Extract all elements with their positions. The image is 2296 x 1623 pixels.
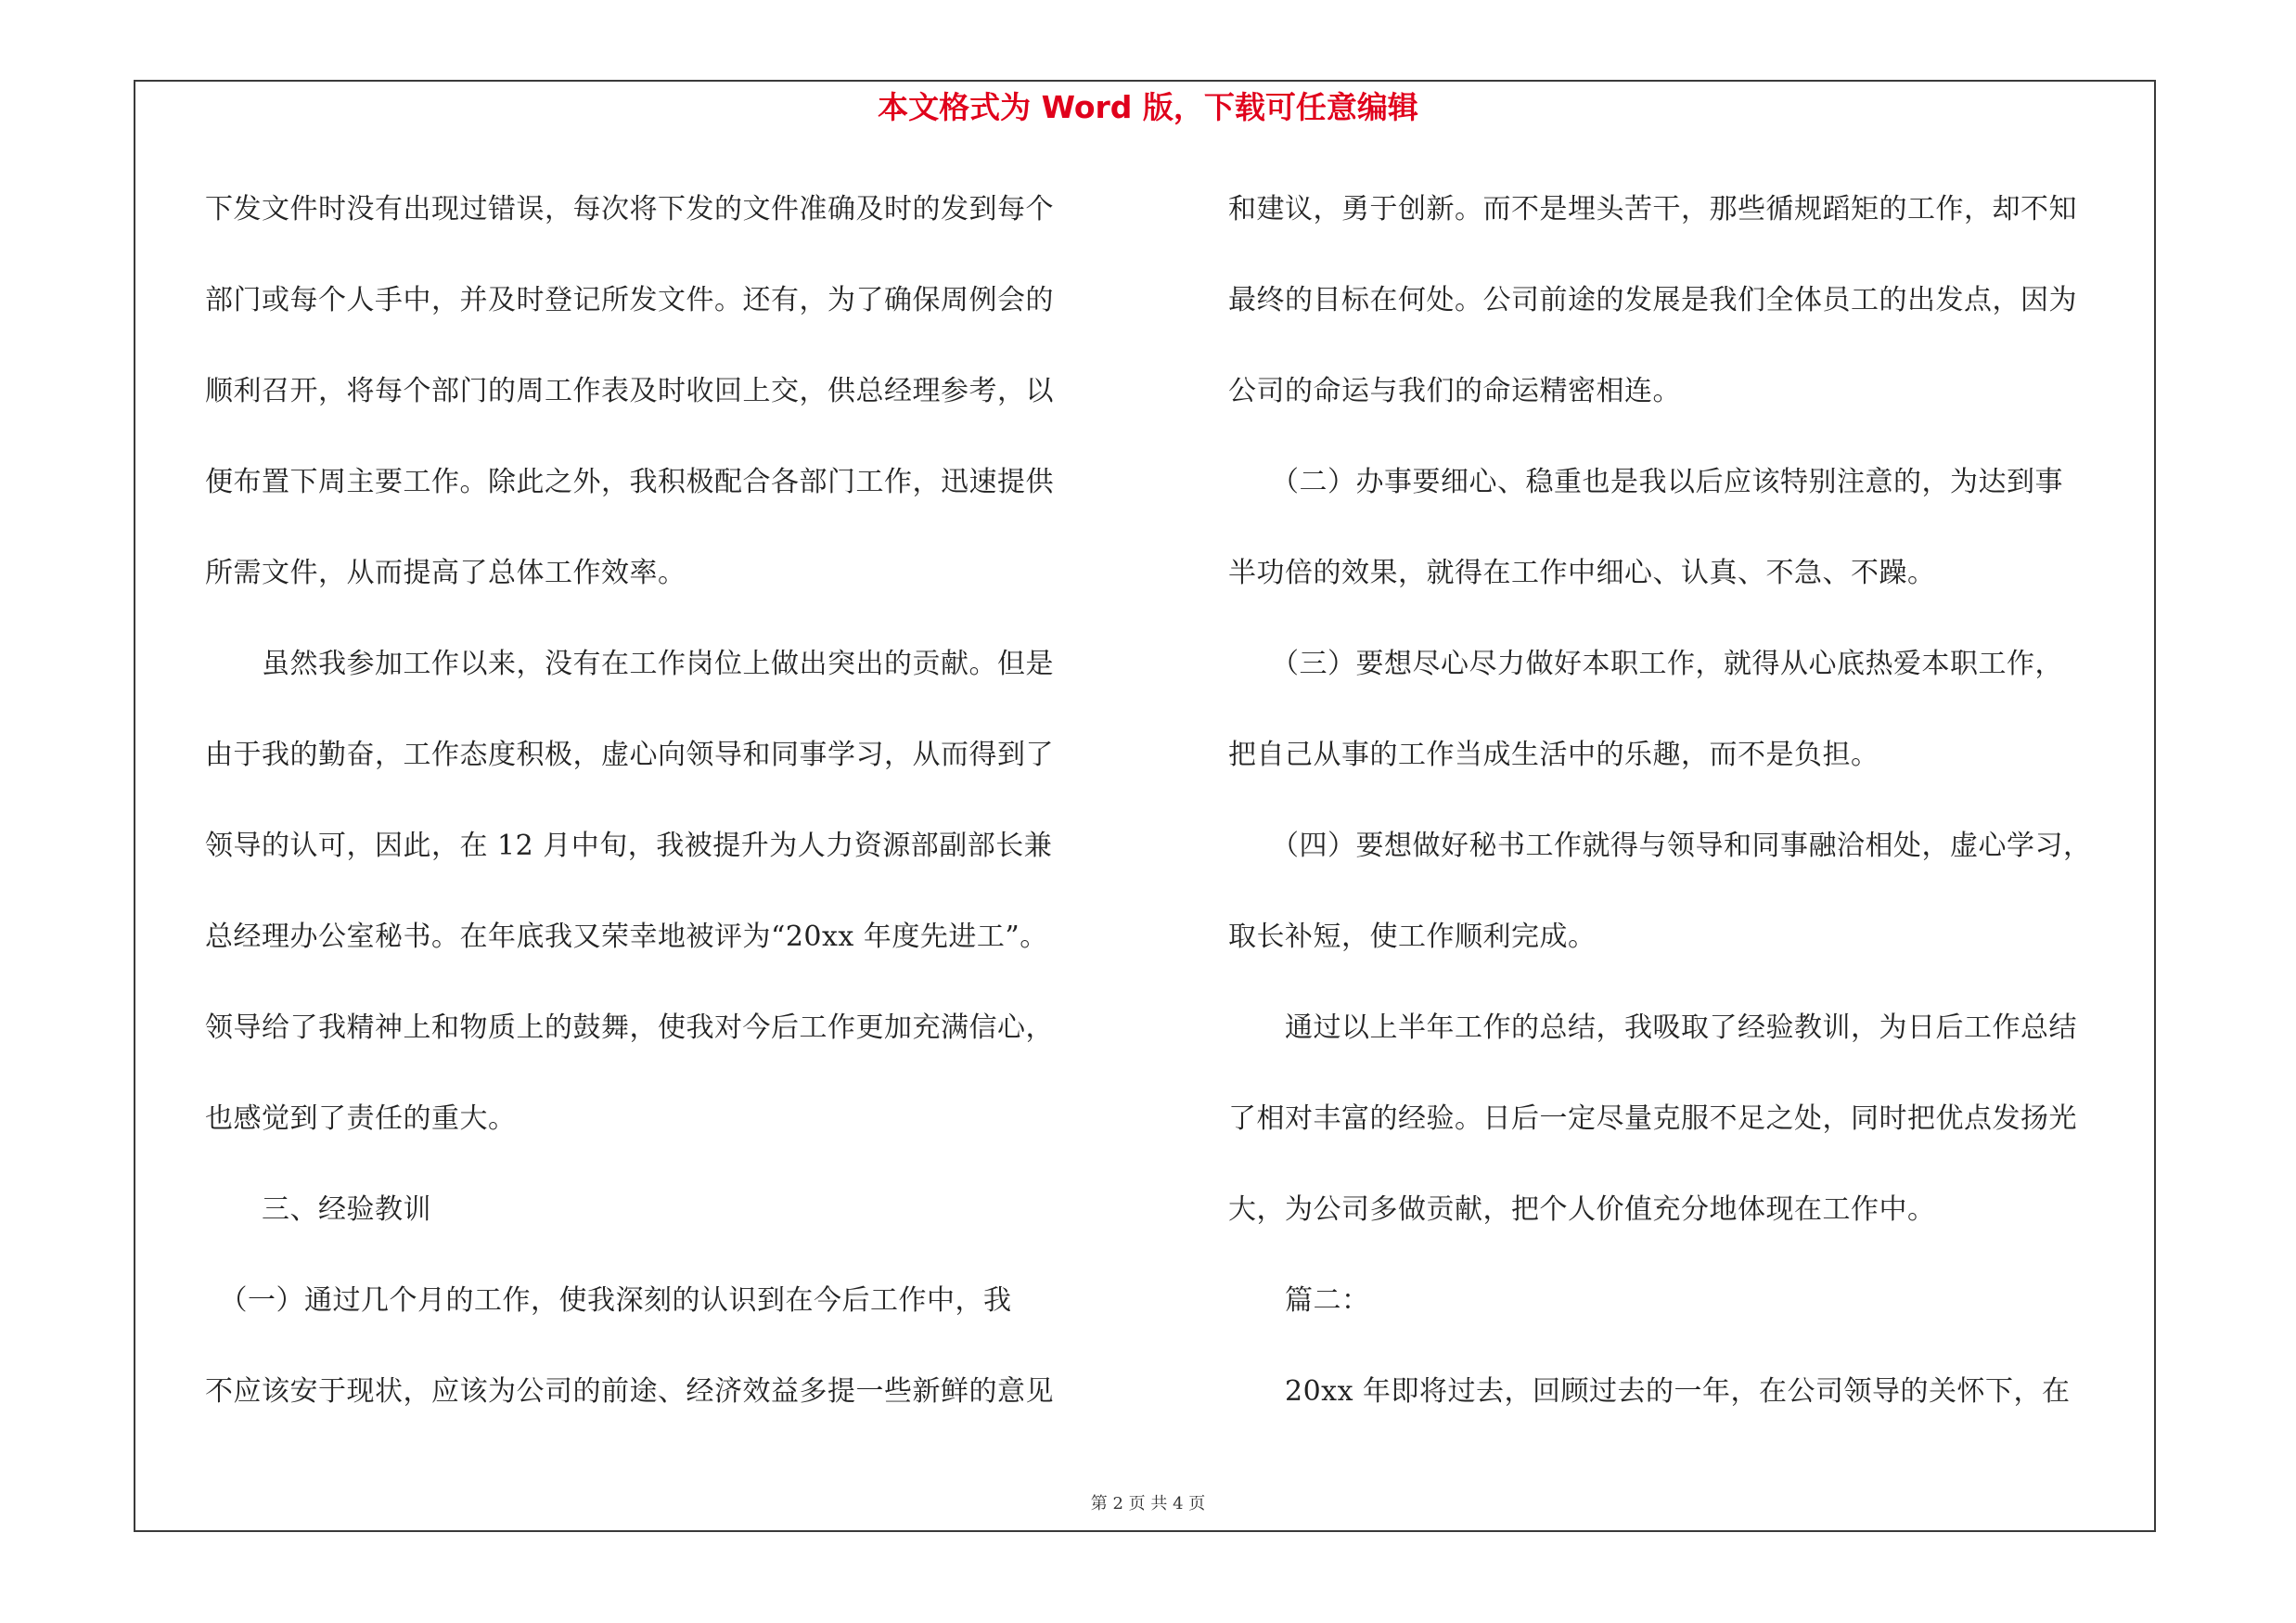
left-column <box>205 184 1142 1457</box>
document-header: 本文格式为 Word 版，下载可任意编辑 <box>878 89 1418 125</box>
text-line: 大，为公司多做贡献，把个人价值充分地体现在工作中。 <box>1228 1193 1936 1226</box>
text-line: 也感觉到了责任的重大。 <box>205 1102 517 1135</box>
text-line: 所需文件，从而提高了总体工作效率。 <box>205 557 686 589</box>
right-column <box>1228 184 2165 1457</box>
text-line: 下发文件时没有出现过错误，每次将下发的文件准确及时的发到每个 <box>205 193 1054 225</box>
section-heading: 三、经验教训 <box>205 1193 431 1226</box>
page-number: 第 2 页 共 4 页 <box>1090 1494 1206 1514</box>
text-line: 了相对丰富的经验。日后一定尽量克服不足之处，同时把优点发扬光 <box>1228 1102 2077 1135</box>
text-line: 20xx 年即将过去，回顾过去的一年，在公司领导的关怀下，在 <box>1228 1375 2071 1408</box>
section-heading: 篇二： <box>1228 1284 1370 1317</box>
text-line: 虽然我参加工作以来，没有在工作岗位上做出突出的贡献。但是 <box>205 648 1054 680</box>
text-line: 公司的命运与我们的命运精密相连。 <box>1228 375 1681 407</box>
text-line: （三）要想尽心尽力做好本职工作，就得从心底热爱本职工作， <box>1228 648 2063 680</box>
text-line: （一）通过几个月的工作，使我深刻的认识到在今后工作中，我 <box>205 1284 1012 1317</box>
text-line: 领导给了我精神上和物质上的鼓舞，使我对今后工作更加充满信心， <box>205 1011 1054 1044</box>
text-line: 半功倍的效果，就得在工作中细心、认真、不急、不躁。 <box>1228 557 1936 589</box>
text-line: 不应该安于现状，应该为公司的前途、经济效益多提一些新鲜的意见 <box>205 1375 1054 1408</box>
text-line: 顺利召开，将每个部门的周工作表及时收回上交，供总经理参考，以 <box>205 375 1054 407</box>
text-line: 把自己从事的工作当成生活中的乐趣，而不是负担。 <box>1228 739 1879 771</box>
text-line: 和建议，勇于创新。而不是埋头苦干，那些循规蹈矩的工作，却不知 <box>1228 193 2077 225</box>
text-line: 通过以上半年工作的总结，我吸取了经验教训，为日后工作总结 <box>1228 1011 2077 1044</box>
text-line: 领导的认可，因此，在 12 月中旬，我被提升为人力资源部副部长兼 <box>205 830 1053 862</box>
text-line: 由于我的勤奋，工作态度积极，虚心向领导和同事学习，从而得到了 <box>205 739 1054 771</box>
text-line: 便布置下周主要工作。除此之外，我积极配合各部门工作，迅速提供 <box>205 466 1054 498</box>
text-line: （二）办事要细心、稳重也是我以后应该特别注意的，为达到事 <box>1228 466 2063 498</box>
text-line: 取长补短，使工作顺利完成。 <box>1228 921 1597 953</box>
text-line: 总经理办公室秘书。在年底我又荣幸地被评为“20xx 年度先进工”。 <box>205 921 1048 953</box>
text-line: 最终的目标在何处。公司前途的发展是我们全体员工的出发点，因为 <box>1228 284 2077 316</box>
text-line: 部门或每个人手中，并及时登记所发文件。还有，为了确保周例会的 <box>205 284 1054 316</box>
text-line: （四）要想做好秘书工作就得与领导和同事融洽相处，虚心学习， <box>1228 830 2092 862</box>
